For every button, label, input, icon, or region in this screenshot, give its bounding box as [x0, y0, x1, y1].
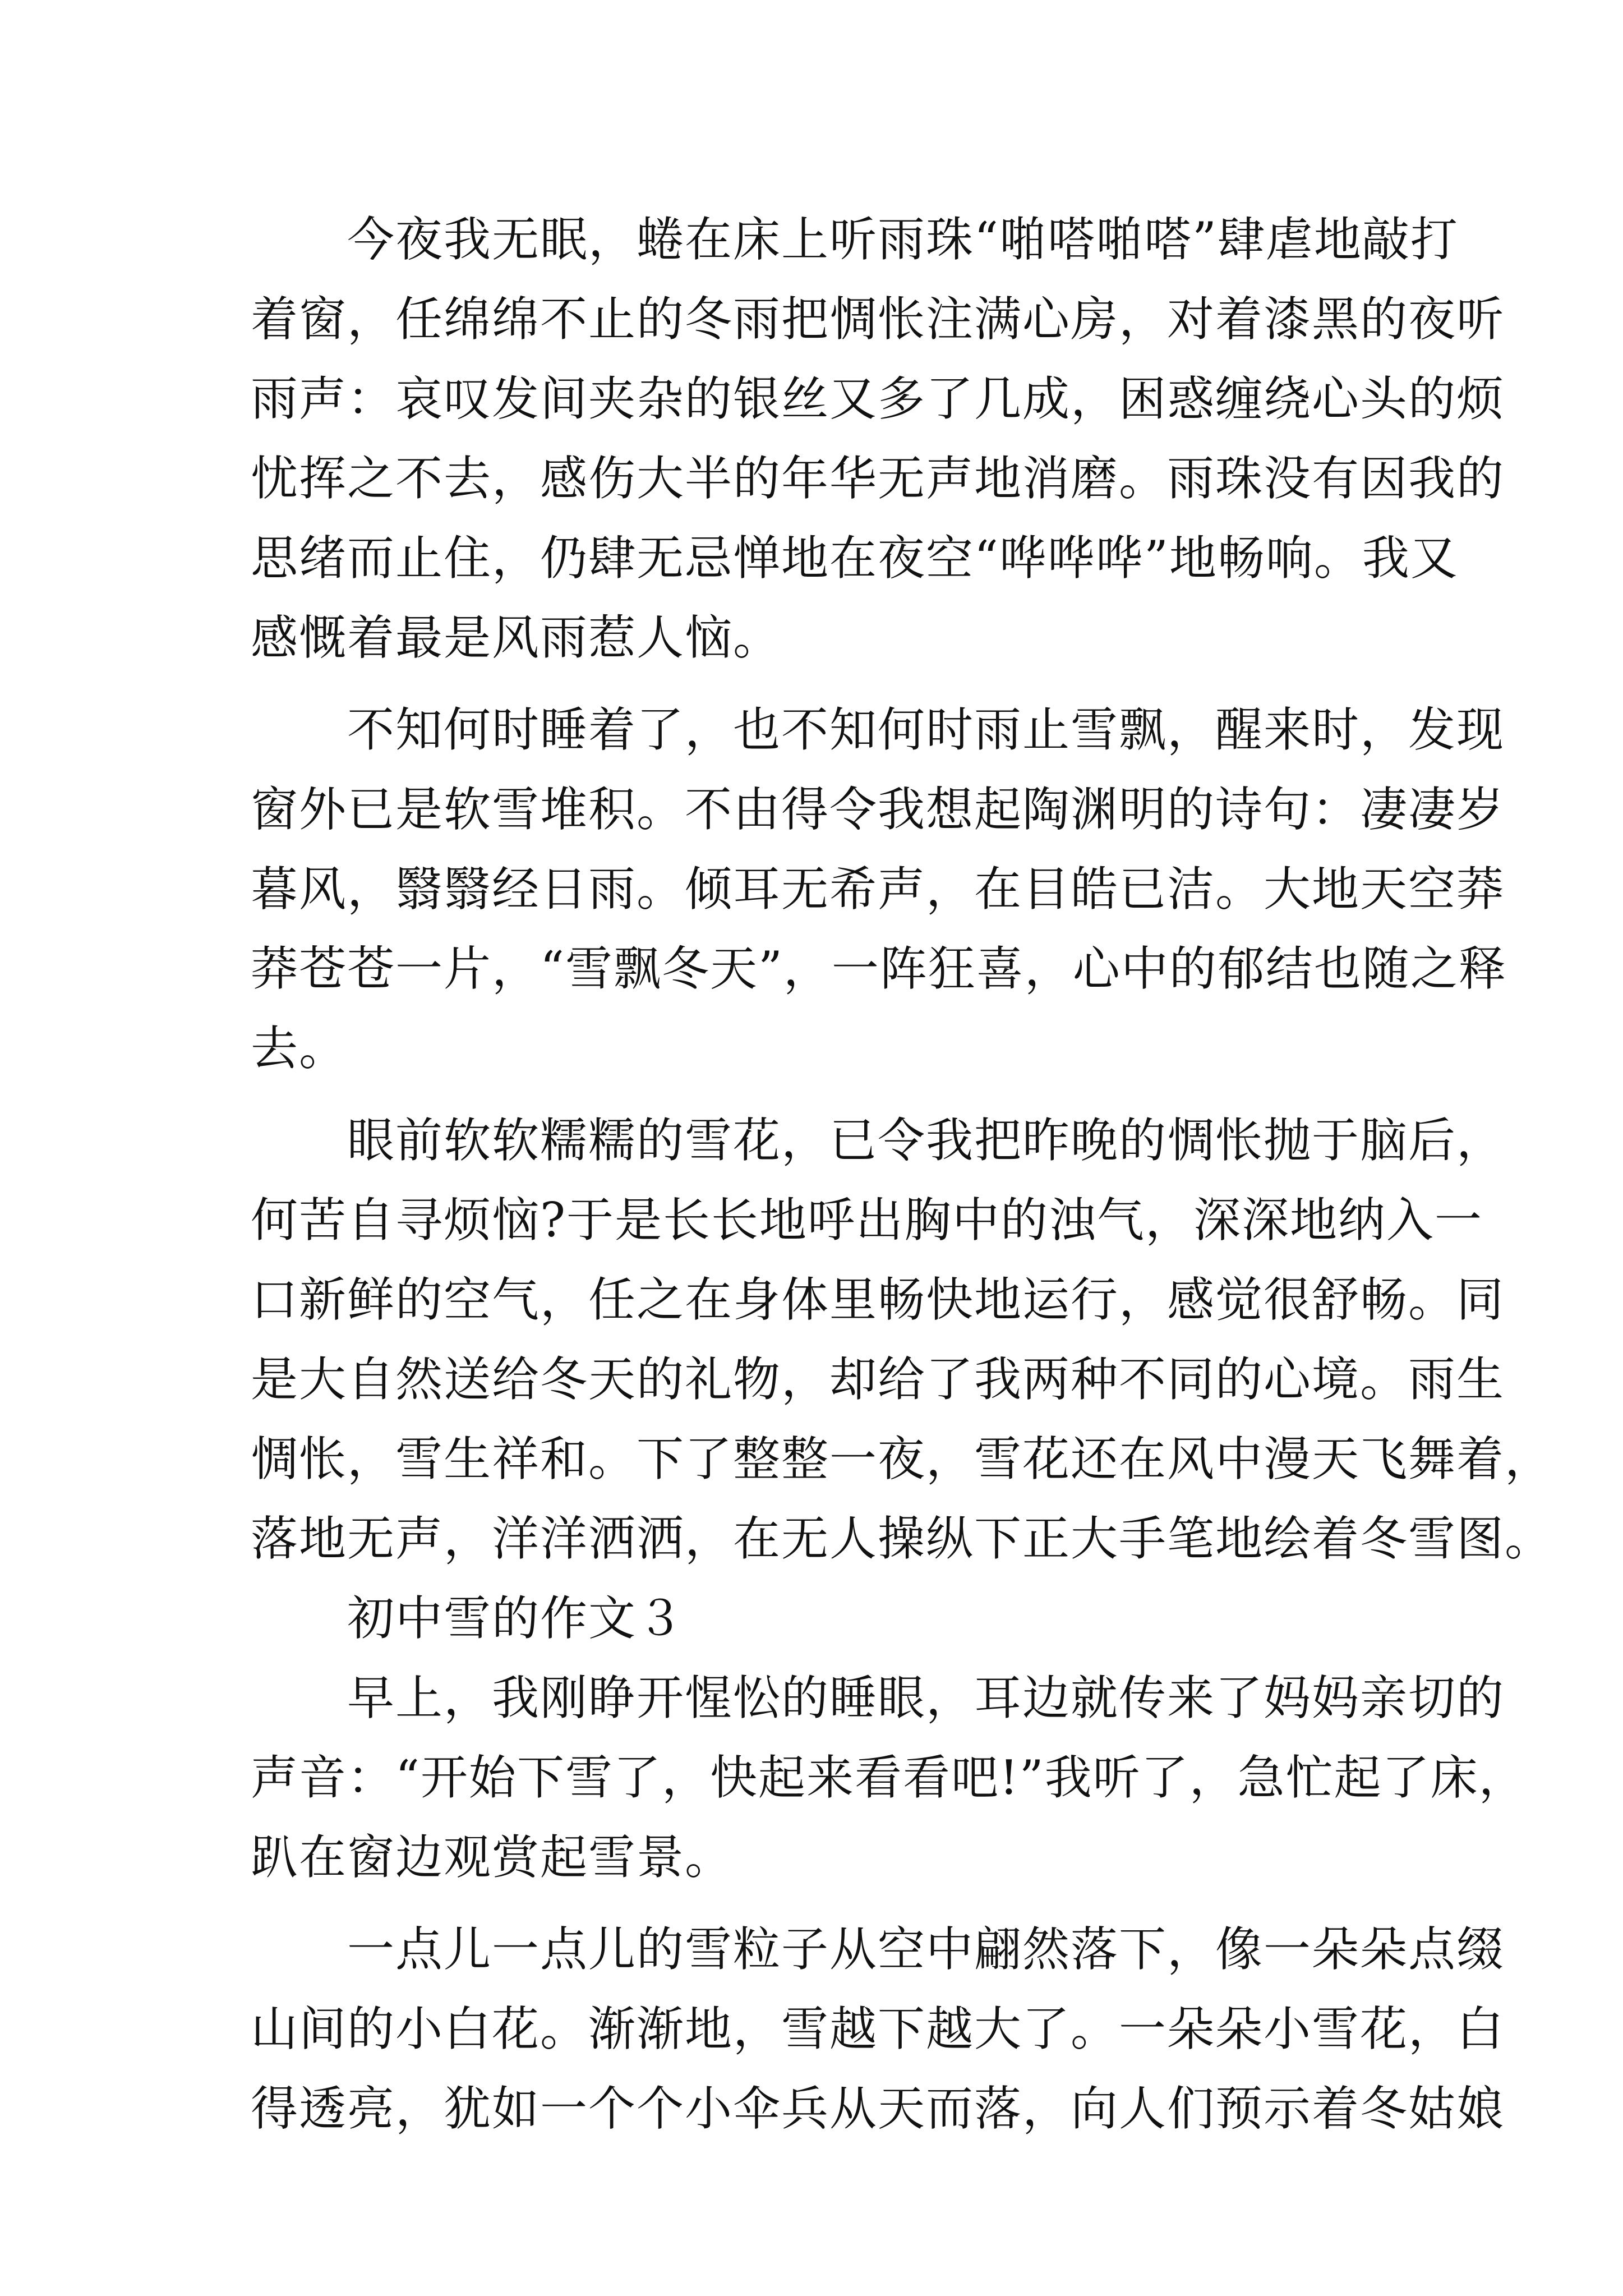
- text-line: 思绪而止住，仍肆无忌惮地在夜空“哗哗哗”地畅响。我又: [251, 531, 1459, 586]
- text-line: 早上，我刚睁开惺忪的睡眼，耳边就传来了妈妈亲切的: [251, 1671, 1505, 1726]
- text-line: 落地无声，洋洋洒洒，在无人操纵下正大手笔地绘着冬雪图。: [251, 1511, 1553, 1566]
- text-line: 山间的小白花。渐渐地，雪越下越大了。一朵朵小雪花，白: [251, 2001, 1505, 2056]
- text-line: 窗外已是软雪堆积。不由得令我想起陶渊明的诗句：凄凄岁: [251, 782, 1505, 837]
- text-line: 雨声：哀叹发间夹杂的银丝又多了几成，困惑缠绕心头的烦: [251, 371, 1505, 426]
- text-line: 今夜我无眠，蜷在床上听雨珠“啪嗒啪嗒”肆虐地敲打: [251, 212, 1459, 267]
- text-line: 一点儿一点儿的雪粒子从空中翩然落下，像一朵朵点缀: [251, 1922, 1505, 1977]
- text-line: 暮风，翳翳经日雨。倾耳无希声，在目皓已洁。大地天空莽: [251, 862, 1505, 917]
- section-heading: [251, 1579, 1395, 1658]
- text-line: 口新鲜的空气，任之在身体里畅快地运行，感觉很舒畅。同: [251, 1272, 1505, 1327]
- paragraph-4: [251, 1658, 1527, 1897]
- text-line: 惆怅，雪生祥和。下了整整一夜，雪花还在风中漫天飞舞着，: [251, 1432, 1553, 1487]
- text-line: 忧挥之不去，感伤大半的年华无声地消磨。雨珠没有因我的: [251, 451, 1505, 506]
- paragraph-2: [251, 690, 1507, 1088]
- paragraph-5: [251, 1910, 1505, 2148]
- text-line: 趴在窗边观赏起雪景。: [251, 1830, 734, 1885]
- paragraph-3: [251, 1101, 1553, 1579]
- text-line: 得透亮，犹如一个个小伞兵从天而落，向人们预示着冬姑娘: [251, 2081, 1505, 2136]
- text-line: 去。: [251, 1021, 348, 1076]
- paragraph-1: [251, 200, 1505, 678]
- text-line: 是大自然送给冬天的礼物，却给了我两种不同的心境。雨生: [251, 1352, 1505, 1407]
- text-line: 声音：“开始下雪了，快起来看看吧!”我听了，急忙起了床，: [251, 1750, 1527, 1805]
- text-line: 不知何时睡着了，也不知何时雨止雪飘，醒来时，发现: [251, 702, 1505, 757]
- text-line: 着窗，任绵绵不止的冬雨把惆怅注满心房，对着漆黑的夜听: [251, 292, 1505, 347]
- text-line: 何苦自寻烦恼?于是长长地呼出胸中的浊气，深深地纳入一: [251, 1193, 1483, 1248]
- text-body: [251, 200, 1553, 2148]
- section-heading-text: 初中雪的作文３: [251, 1591, 685, 1646]
- paragraph-gap: [251, 678, 1395, 690]
- text-line: 感慨着最是风雨惹人恼。: [251, 610, 782, 665]
- paragraph-gap: [251, 1897, 1395, 1910]
- paragraph-gap: [251, 1088, 1395, 1101]
- text-line: 莽苍苍一片，“雪飘冬天”，一阵狂喜，心中的郁结也随之释: [251, 941, 1507, 996]
- text-line: 眼前软软糯糯的雪花，已令我把昨晚的惆怅抛于脑后，: [251, 1113, 1505, 1168]
